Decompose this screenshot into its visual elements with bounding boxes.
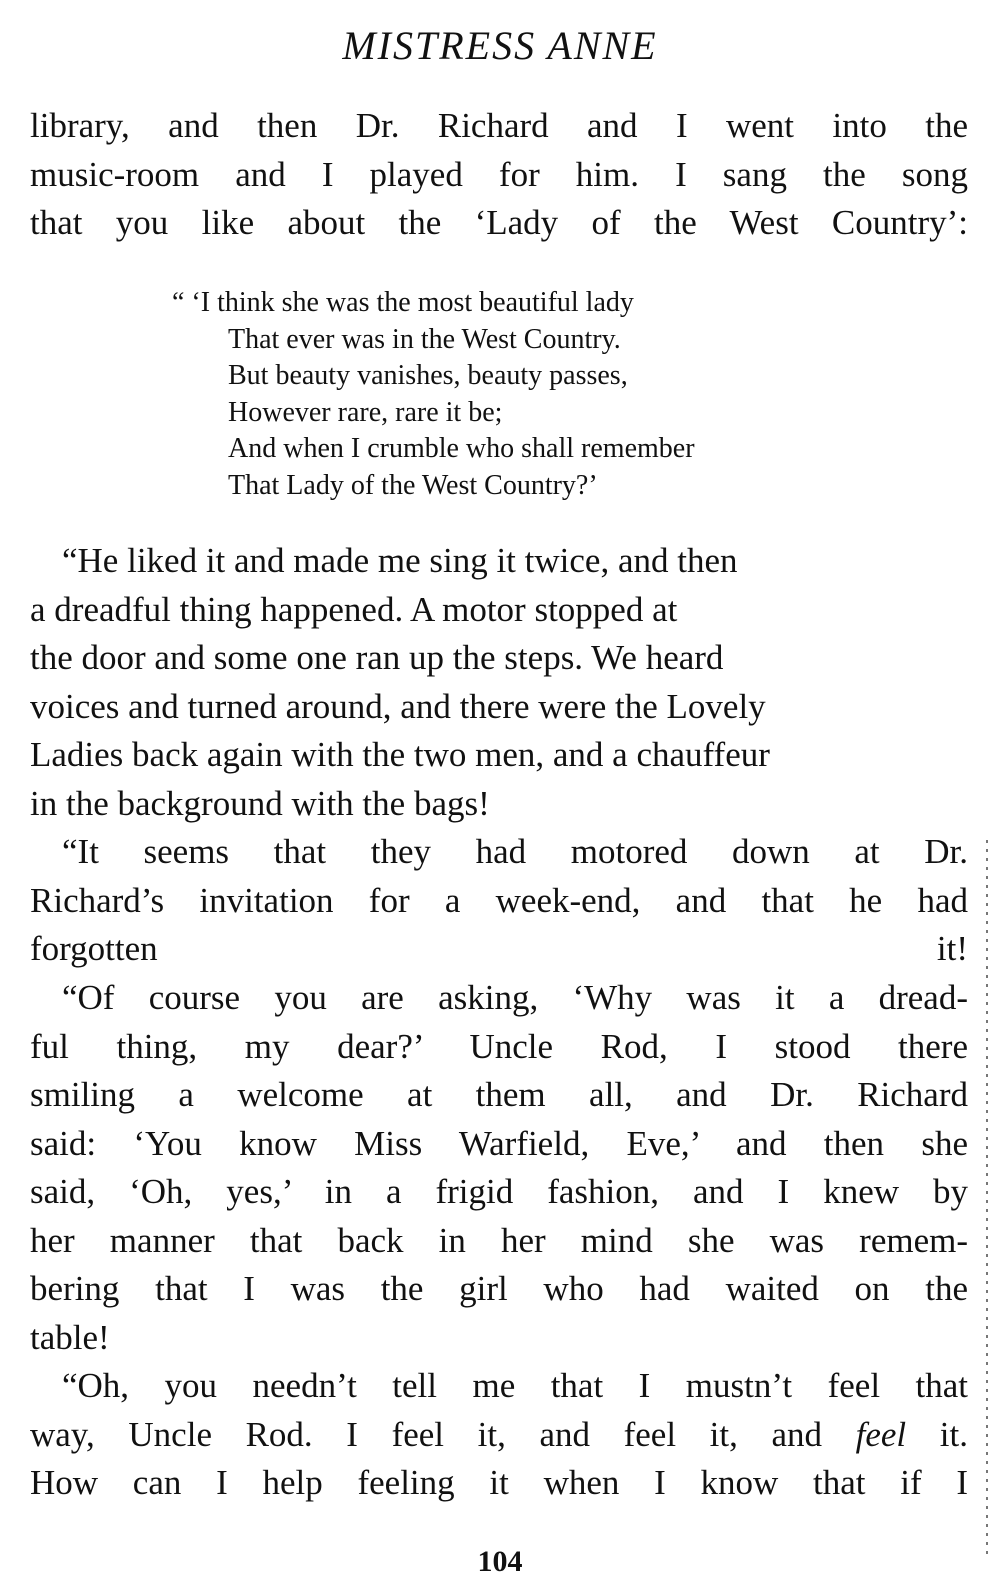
text-line: in the background with the bags! [30, 783, 490, 823]
running-head: MISTRESS ANNE [342, 23, 658, 68]
paragraph-1 [30, 102, 968, 248]
text-span: way, Uncle Rod. I feel it, and feel it, and [30, 1414, 856, 1454]
text-line: bering that I was the girl who had waited on the [30, 1269, 968, 1308]
verse-line: However rare, rare it be; [228, 396, 503, 428]
text-line: smiling a welcome at them all, and Dr. Richard [30, 1075, 968, 1114]
text-line: music-room and I played for him. I sang the song [30, 154, 968, 194]
text-line: “He liked it and made me sing it twice, and then [62, 541, 738, 580]
page-edge-shadow [986, 840, 988, 1560]
paragraph-3 [30, 828, 968, 974]
paragraph-5 [30, 1362, 968, 1508]
verse-line: That ever was in the West Country. [228, 323, 621, 355]
text-line: Ladies back again with the two men, and a chauffeur [30, 735, 770, 774]
paragraph-2 [30, 537, 968, 828]
text-line: “Of course you are asking, ‘Why was it a dread- [62, 978, 968, 1017]
text-line: a dreadful thing happened. A motor stopped at [30, 589, 678, 629]
text-line: her manner that back in her mind she was remem- [30, 1220, 968, 1260]
text-line [30, 1411, 968, 1460]
text-line: the door and some one ran up the steps. We heard [30, 638, 724, 677]
text-line: How can I help feeling it when I know that if I [30, 1463, 968, 1502]
text-line: “It seems that they had motored down at Dr. [62, 832, 968, 871]
text-line: said: ‘You know Miss Warfield, Eve,’ and then she [30, 1123, 968, 1163]
text-span: it. [906, 1414, 968, 1454]
text-line: that you like about the ‘Lady of the West Country’: [30, 203, 968, 242]
text-line: Richard’s invitation for a week-end, and that he had [30, 880, 968, 920]
paragraph-4 [30, 974, 968, 1362]
text-line: table! [30, 1317, 110, 1357]
emphasized-word: feel [855, 1414, 907, 1454]
verse-line: That Lady of the West Country?’ [228, 469, 598, 501]
text-line: forgotten it! [30, 929, 968, 968]
verse-quote [172, 285, 695, 504]
page-number: 104 [477, 1545, 523, 1578]
text-line: said, ‘Oh, yes,’ in a frigid fashion, and I knew by [30, 1172, 968, 1211]
text-line: voices and turned around, and there were the Lovely [30, 686, 766, 726]
text-line: ful thing, my dear?’ Uncle Rod, I stood there [30, 1026, 968, 1066]
text-line: “Oh, you needn’t tell me that I mustn’t feel that [62, 1366, 968, 1405]
verse-line: “ ‘I think she was the most beautiful lady [172, 287, 634, 318]
text-line: library, and then Dr. Richard and I went into the [30, 106, 968, 145]
verse-line: But beauty vanishes, beauty passes, [228, 360, 628, 391]
verse-line: And when I crumble who shall remember [228, 433, 695, 464]
